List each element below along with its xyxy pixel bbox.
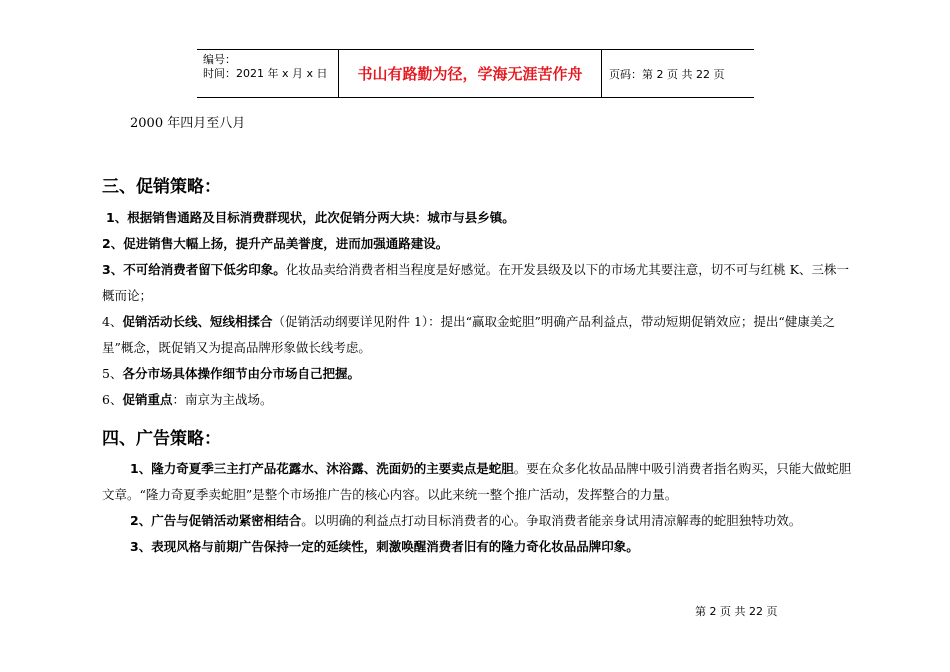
list-item: 4、促销活动长线、短线相揉合（促销活动纲要详见附件 1）：提出“赢取金蛇胆”明确产品利益点，带动短期促销效应；提出“健康美之星”概念，既促销又为提高品牌形象做长线考虑。 (102, 314, 835, 355)
list-item: 1、隆力奇夏季三主打产品花露水、沐浴露、洗面奶的主要卖点是蛇胆。要在众多化妆品品牌中吸引消费者指名购买，只能大做蛇胆文章。“隆力奇夏季卖蛇胆”是整个市场推广告的核心内容。以此来统一整个推广活动，发挥整合的力量。 (102, 461, 852, 502)
section4-title: 四、广告策略： (102, 429, 221, 449)
section3-body (102, 205, 852, 413)
page-footer: 第 2 页 共 22 页 (695, 605, 778, 618)
list-item: 2、促进销售大幅上扬，提升产品美誉度，进而加强通路建设。 (102, 236, 449, 251)
list-item: 3、表现风格与前期广告保持一定的延续性，刺激唤醒消费者旧有的隆力奇化妆品品牌印象。 (130, 539, 639, 554)
date-line: 2000 年四月至八月 (130, 116, 246, 131)
section3-title: 三、促销策略： (102, 177, 221, 197)
page-header (197, 49, 754, 98)
header-motto: 书山有路勤为径，学海无涯苦作舟 (339, 50, 602, 97)
list-item: 2、广告与促销活动紧密相结合。以明确的利益点打动目标消费者的心。争取消费者能亲身试用清凉解毒的蛇胆独特功效。 (130, 513, 802, 528)
number-label: 编号： (203, 53, 236, 66)
list-item: 3、不可给消费者留下低劣印象。化妆品卖给消费者相当程度是好感觉。在开发县级及以下的市场尤其要注意，切不可与红桃 K、三株一概而论； (102, 262, 850, 303)
time-label: 时间：2021 年 x 月 x 日 (203, 67, 328, 80)
list-item: 5、各分市场具体操作细节由分市场自己把握。 (102, 366, 360, 381)
list-item: 1、根据销售通路及目标消费群现状，此次促销分两大块：城市与县乡镇。 (106, 210, 515, 225)
header-meta (197, 50, 339, 97)
list-item: 6、促销重点：南京为主战场。 (102, 392, 273, 407)
section4-body (102, 456, 852, 560)
header-page-label: 页码：第 2 页 共 22 页 (609, 67, 725, 81)
